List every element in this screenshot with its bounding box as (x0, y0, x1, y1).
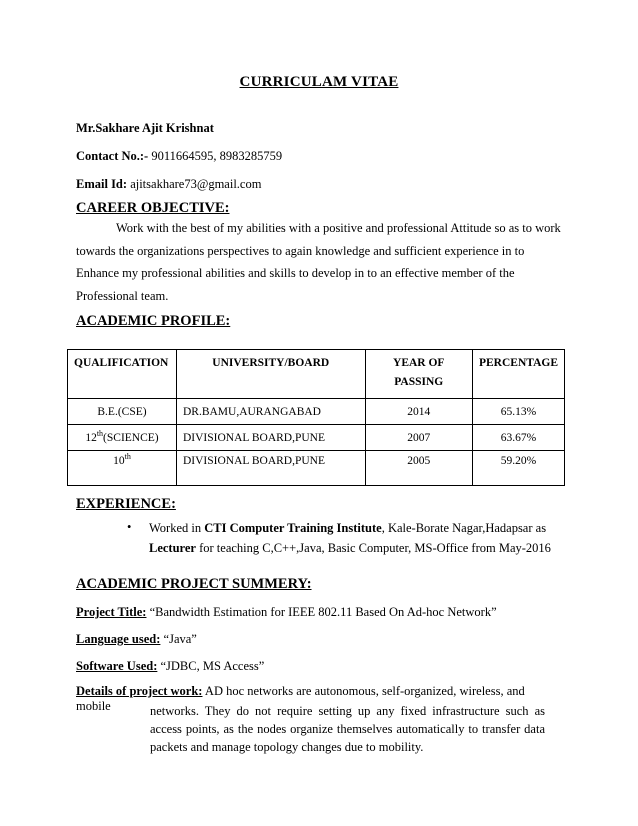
software-value: “JDBC, MS Access” (157, 659, 265, 673)
email-label: Email Id: (76, 177, 128, 191)
cell-percentage: 63.67% (472, 425, 564, 451)
career-line-1: Work with the best of my abilities with a positive and professional Attitude so as to work (116, 221, 561, 235)
experience-role: Lecturer (149, 541, 196, 555)
cell-year: 2014 (365, 399, 472, 425)
experience-item: Worked in CTI Computer Training Institute, Kale-Borate Nagar,Hadapsar as Lecturer for teaching C,C++,Java, Basic Computer, MS-Office from May-2016 (149, 521, 551, 555)
details-text: networks. They do not require setting up any fixed infrastructure such as access points, as the nodes organize themselves automatically to transfer data packets and manage topology changes due to mobility. (150, 704, 545, 754)
cell-year: 2005 (365, 451, 472, 486)
project-title-line (76, 605, 497, 620)
table-row (68, 451, 565, 486)
contact-label: Contact No.:- (76, 149, 149, 163)
academic-profile-heading: ACADEMIC PROFILE: (76, 313, 231, 329)
bullet-icon: • (127, 520, 132, 534)
email-value: ajitsakhare73@gmail.com (130, 177, 262, 191)
experience-heading: EXPERIENCE: (76, 496, 176, 512)
language-line (76, 632, 197, 647)
project-title-value: “Bandwidth Estimation for IEEE 802.11 Based On Ad-hoc Network” (146, 605, 497, 619)
contact-line (76, 149, 282, 164)
table-row (68, 425, 565, 451)
header-qualification: QUALIFICATION (68, 350, 177, 399)
language-label: Language used: (76, 632, 161, 646)
header-university: UNIVERSITY/BOARD (176, 350, 365, 399)
details-first-text: AD hoc networks are autonomous, self-organized, wireless, and mobile (76, 684, 525, 713)
career-line-2: towards the organizations perspectives to again knowledge and sufficient experience in to (76, 243, 525, 258)
career-objective-text (76, 217, 566, 307)
cell-board: DR.BAMU,AURANGABAD (176, 399, 365, 425)
cell-qualification: B.E.(CSE) (68, 399, 177, 425)
email-line (76, 177, 261, 192)
candidate-name: Mr.Sakhare Ajit Krishnat (76, 121, 214, 135)
experience-org: CTI Computer Training Institute (204, 521, 382, 535)
software-line (76, 659, 264, 674)
cell-board: DIVISIONAL BOARD,PUNE (176, 425, 365, 451)
cell-qualification: 10th (68, 451, 177, 486)
project-summary-heading: ACADEMIC PROJECT SUMMERY: (76, 576, 312, 592)
cell-year: 2007 (365, 425, 472, 451)
career-objective-heading: CAREER OBJECTIVE: (76, 200, 230, 216)
career-line-4: Professional team. (76, 288, 169, 303)
cell-percentage: 65.13% (472, 399, 564, 425)
document-title: CURRICULAM VITAE (239, 74, 399, 90)
career-line-3: Enhance my professional abilities and skills to develop in to an effective member of the (76, 266, 515, 280)
software-label: Software Used: (76, 659, 158, 673)
project-title-label: Project Title: (76, 605, 147, 619)
header-year (365, 350, 472, 399)
cell-percentage: 59.20% (472, 451, 564, 486)
details-label: Details of project work: (76, 684, 203, 698)
cell-qualification: 12th(SCIENCE) (68, 425, 177, 451)
table-header-row (68, 350, 565, 399)
academic-table (67, 349, 565, 486)
cell-board: DIVISIONAL BOARD,PUNE (176, 451, 365, 486)
header-year-line2: PASSING (394, 376, 444, 388)
language-value: “Java” (160, 632, 197, 646)
table-row (68, 399, 565, 425)
header-percentage: PERCENTAGE (472, 350, 564, 399)
contact-value: 9011664595, 8983285759 (151, 149, 283, 163)
header-year-line1: YEAR OF (393, 357, 445, 369)
